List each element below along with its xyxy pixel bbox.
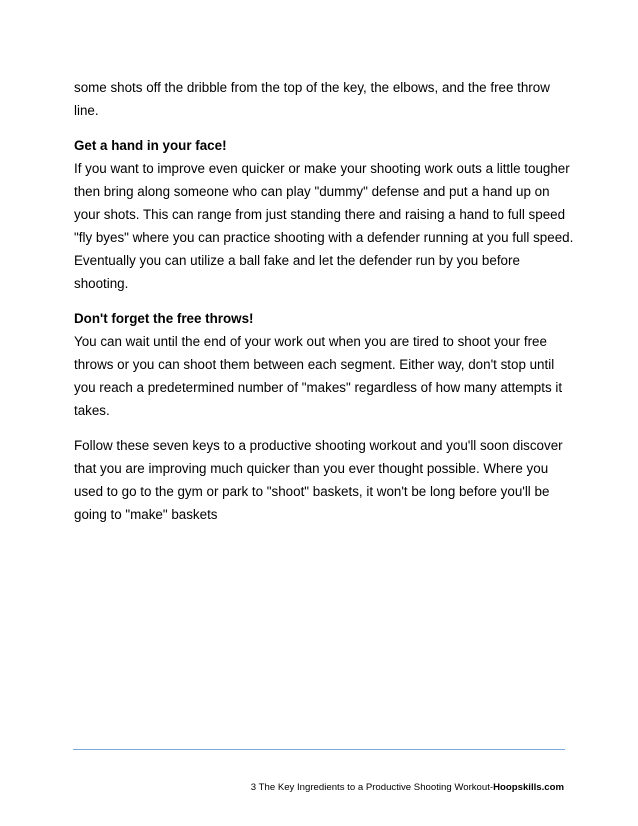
page-content [74,76,574,526]
section-heading: Don't forget the free throws! [74,311,254,326]
footer-title: The Key Ingredients to a Productive Shooting Workout- [258,782,494,793]
page-number: 3 [250,782,257,793]
section-hand-in-face [74,134,574,295]
closing-paragraph: Follow these seven keys to a productive shooting workout and you'll soon discover that you are improving much quicker than you ever thought possible. Where you used to go to the gym or park to "shoot" baskets, it won't be long before you'll be going to "make" baskets [74,438,563,522]
footer-divider [73,749,565,750]
footer-brand: Hoopskills.com [493,782,564,793]
section-paragraph: You can wait until the end of your work out when you are tired to shoot your free throws or you can shoot them between each segment. Either way, don't stop until you reach a predetermined number of "makes" regardless of how many attempts it takes. [74,334,563,418]
section-free-throws [74,307,574,422]
section-heading: Get a hand in your face! [74,138,227,153]
section-paragraph: If you want to improve even quicker or make your shooting work outs a little tougher then bring along someone who can play "dummy" defense and put a hand up on your shots. This can range from just standing there and raising a hand to full speed "fly byes" where you can practice shooting with a defender running at you full speed. Eventually you can utilize a ball fake and let the defender run by you before shooting. [74,161,574,291]
page-footer [251,782,564,794]
intro-paragraph: some shots off the dribble from the top of the key, the elbows, and the free throw line. [74,80,550,118]
